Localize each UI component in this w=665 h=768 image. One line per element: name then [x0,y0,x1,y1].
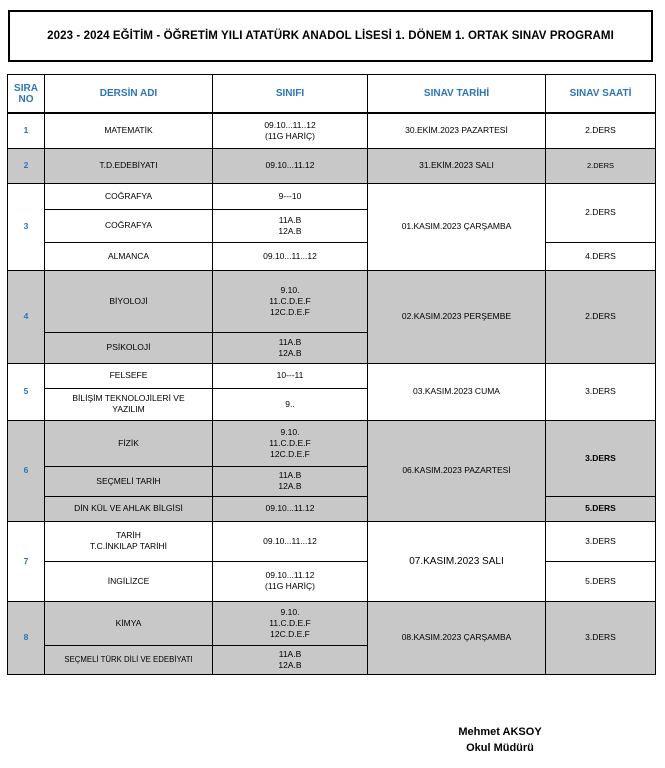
exam-date: 03.KASIM.2023 CUMA [368,363,546,420]
course-name: BİLİŞİM TEKNOLOJİLERİ VE YAZILIM [45,388,213,420]
table-row [8,420,656,466]
class-list: 10---11 [213,363,368,388]
exam-date: 07.KASIM.2023 SALI [368,521,546,601]
class-list: 9.. [213,388,368,420]
table-row [8,521,656,561]
header-sinif: SINIFI [213,75,368,114]
class-list: 11A.B 12A.B [213,645,368,674]
class-list: 9.10. 11.C.D.E.F 12C.D.E.F [213,601,368,645]
page-title: 2023 - 2024 EĞİTİM - ÖĞRETİM YILI ATATÜRK ANADOL LİSESİ 1. DÖNEM 1. ORTAK SINAV PROGRAMI [8,10,653,62]
exam-date: 06.KASIM.2023 PAZARTESİ [368,420,546,521]
row-number: 6 [8,420,45,521]
exam-period: 2.DERS [546,113,656,148]
class-list: 11A.B 12A.B [213,209,368,242]
principal-name: Mehmet AKSOY [458,726,542,738]
table-row [8,183,656,209]
class-list: 9.10. 11.C.D.E.F 12C.D.E.F [213,270,368,332]
course-name: MATEMATİK [45,113,213,148]
header-ders: DERSİN ADI [45,75,213,114]
table-row [8,363,656,388]
exam-period: 3.DERS [546,521,656,561]
header-sira-no: SIRA NO [8,75,45,114]
course-name: PSİKOLOJİ [45,332,213,363]
course-name: FİZİK [45,420,213,466]
table-row [8,561,656,601]
exam-period: 5.DERS [546,496,656,521]
header-saat: SINAV SAATİ [546,75,656,114]
row-number: 1 [8,113,45,148]
exam-date: 30.EKİM.2023 PAZARTESİ [368,113,546,148]
exam-period: 4.DERS [546,242,656,270]
course-name: DİN KÜL VE AHLAK BİLGİSİ [45,496,213,521]
table-row [8,270,656,332]
class-list: 09.10...11.12 [213,496,368,521]
course-name: TARİH T.C.İNKILAP TARİHİ [45,521,213,561]
class-list: 09.10...11.12 (11G HARİÇ) [213,561,368,601]
signature-block [440,724,560,756]
class-list: 09.10...11...12 [213,521,368,561]
row-number: 7 [8,521,45,601]
class-list: 11A.B 12A.B [213,466,368,496]
table-row [8,113,656,148]
class-list: 9---10 [213,183,368,209]
exam-period: 2.DERS [546,183,656,242]
table-header-row [8,75,656,114]
class-list: 09.10...11..12 (11G HARİÇ) [213,113,368,148]
table-row [8,148,656,183]
exam-date: 01.KASIM.2023 ÇARŞAMBA [368,183,546,270]
course-name: COĞRAFYA [45,183,213,209]
class-list: 09.10...11...12 [213,242,368,270]
exam-period: 2.DERS [546,270,656,363]
row-number: 8 [8,601,45,674]
table-row [8,601,656,645]
exam-period: 3.DERS [546,420,656,496]
exam-schedule-table [7,74,656,675]
row-number: 5 [8,363,45,420]
table-row [8,242,656,270]
course-name: COĞRAFYA [45,209,213,242]
class-list: 9.10. 11.C.D.E.F 12C.D.E.F [213,420,368,466]
exam-period: 5.DERS [546,561,656,601]
exam-period: 3.DERS [546,363,656,420]
row-number: 3 [8,183,45,270]
class-list: 11A.B 12A.B [213,332,368,363]
course-name: BİYOLOJİ [45,270,213,332]
header-tarih: SINAV TARİHİ [368,75,546,114]
exam-date: 31.EKİM.2023 SALI [368,148,546,183]
exam-period: 3.DERS [546,601,656,674]
row-number: 4 [8,270,45,363]
row-number: 2 [8,148,45,183]
exam-period: 2.DERS [546,148,656,183]
principal-title: Okul Müdürü [466,742,534,754]
course-name: ALMANCA [45,242,213,270]
course-name: FELSEFE [45,363,213,388]
class-list: 09.10...11.12 [213,148,368,183]
exam-date: 02.KASIM.2023 PERŞEMBE [368,270,546,363]
course-name: SEÇMELİ TARİH [45,466,213,496]
course-name: T.D.EDEBİYATI [45,148,213,183]
table-row [8,496,656,521]
exam-date: 08.KASIM.2023 ÇARŞAMBA [368,601,546,674]
course-name: SEÇMELİ TÜRK DİLİ VE EDEBİYATI [45,645,213,674]
course-name: KİMYA [45,601,213,645]
course-name: İNGİLİZCE [45,561,213,601]
